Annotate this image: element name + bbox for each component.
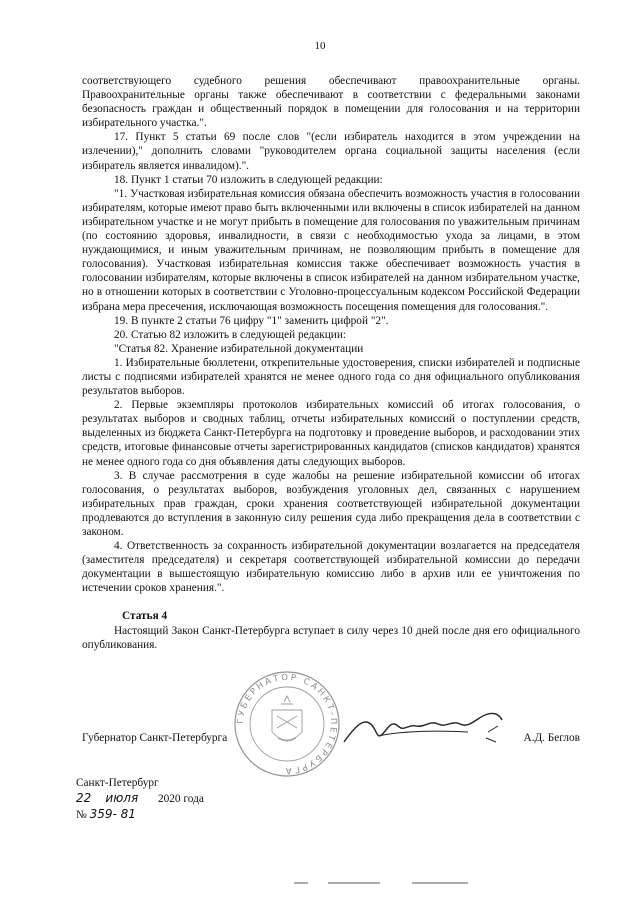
city: Санкт-Петербург bbox=[76, 777, 159, 789]
governor-name: А.Д. Беглов bbox=[523, 732, 580, 744]
governor-signature bbox=[338, 702, 508, 752]
date-year: 2020 года bbox=[157, 793, 204, 805]
paragraph: соответствующего судебного решения обеспечивают правоохранительные органы. Правоохранительные органы также обеспечивают в соответствии с федеральными законами безопасность граждан и общественный порядок в помещении для голосования и на территории избирательного участка.". bbox=[82, 75, 580, 130]
paragraph: 3. В случае рассмотрения в суде жалобы на решение избирательной комиссии об итогах голосования, о результатах выборов, возбуждения уголовных дел, связанных с нарушением избирательных прав граждан, сроки хранения соответствующей избирательной документации продлеваются до вступления в законную силу решения суда либо прекращения дела в соответствии с законом. bbox=[82, 469, 580, 538]
document-body bbox=[82, 74, 580, 652]
paragraph: 4. Ответственность за сохранность избирательной документации возлагается на председателя (заместителя председателя) и секретаря соответствующей избирательной комиссии до передачи документации в вышестоящую избирательную комиссию либо в архив или ее уничтожения по истечении сроков хранения.". bbox=[82, 540, 580, 595]
law-number-line bbox=[76, 807, 204, 823]
page-number: 10 bbox=[314, 40, 326, 52]
paragraph: 17. Пункт 5 статьи 69 после слов "(если избиратель находится в этом учреждении на излечении)," дополнить словами "руководителем органа социальной защиты населения (если избиратель является инвалидом).". bbox=[82, 131, 580, 172]
article-4-heading: Статья 4 bbox=[122, 610, 168, 623]
date-month: июля bbox=[105, 791, 139, 805]
date-line bbox=[76, 791, 204, 807]
article-4-text: Настоящий Закон Санкт-Петербурга вступает в силу через 10 дней после дня его официального опубликования. bbox=[82, 624, 580, 651]
number-prefix: № bbox=[76, 809, 87, 821]
paragraph: 2. Первые экземпляры протоколов избирательных комиссий об итогах голосования, о результатах выборов и сводных таблиц, отчеты избирательных комиссий о поступлении средств, выделенных из бюджета Санкт-Петербурга на подготовку и проведение выборов, и расходовании этих средств, итоговые финансовые отчеты зарегистрированных кандидатов (списков кандидатов) хранятся не менее одного года со дня объявления даты следующих выборов. bbox=[82, 399, 580, 468]
official-seal bbox=[232, 670, 342, 778]
paragraph: 1. Избирательные бюллетени, открепительные удостоверения, списки избирателей и подписные листы с подписями избирателей хранятся не менее одного года со дня официального опубликования результатов выборов. bbox=[82, 356, 580, 398]
paragraph: 20. Статью 82 изложить в следующей редакции: bbox=[114, 328, 347, 341]
governor-label: Губернатор Санкт-Петербурга bbox=[82, 732, 228, 744]
coat-of-arms-icon bbox=[272, 696, 302, 741]
place-date-block bbox=[76, 776, 204, 823]
seal-text: ГУБЕРНАТОР САНКТ-ПЕТЕРБУРГА bbox=[235, 672, 339, 776]
svg-text:ГУБЕРНАТОР САНКТ-ПЕТЕРБУРГА bbox=[236, 673, 338, 775]
paragraph: 18. Пункт 1 статьи 70 изложить в следующей редакции: bbox=[114, 173, 383, 186]
paragraph: "1. Участковая избирательная комиссия обязана обеспечить возможность участия в голосовании избирателям, которые имеют право быть включенными или включены в список избирателей на данном избирательном участке и не могут прибыть в помещение для голосования по уважительным причинам (по состоянию здоровья, инвалидности, в связи с необходимостью ухода за лицами, в этом нуждающимися, и иным уважительным причинам, не позволяющим прибыть в помещение для голосования). Участковая избирательная комиссия также обеспечивает возможность участия в голосовании избирателям, которые включены в список избирателей на данном избирательном участке, но в отношении которых в соответствии с Уголовно-процессуальным кодексом Российской Федерации избрана мера пресечения, исключающая возможность посещения помещения для голосования.". bbox=[82, 187, 580, 313]
bottom-marks bbox=[294, 880, 494, 886]
law-number: 359- 81 bbox=[89, 807, 136, 821]
paragraph: "Статья 82. Хранение избирательной документации bbox=[114, 342, 364, 355]
paragraph: 19. В пункте 2 статьи 76 цифру "1" заменить цифрой "2". bbox=[114, 314, 389, 327]
date-day: 22 bbox=[76, 791, 92, 805]
